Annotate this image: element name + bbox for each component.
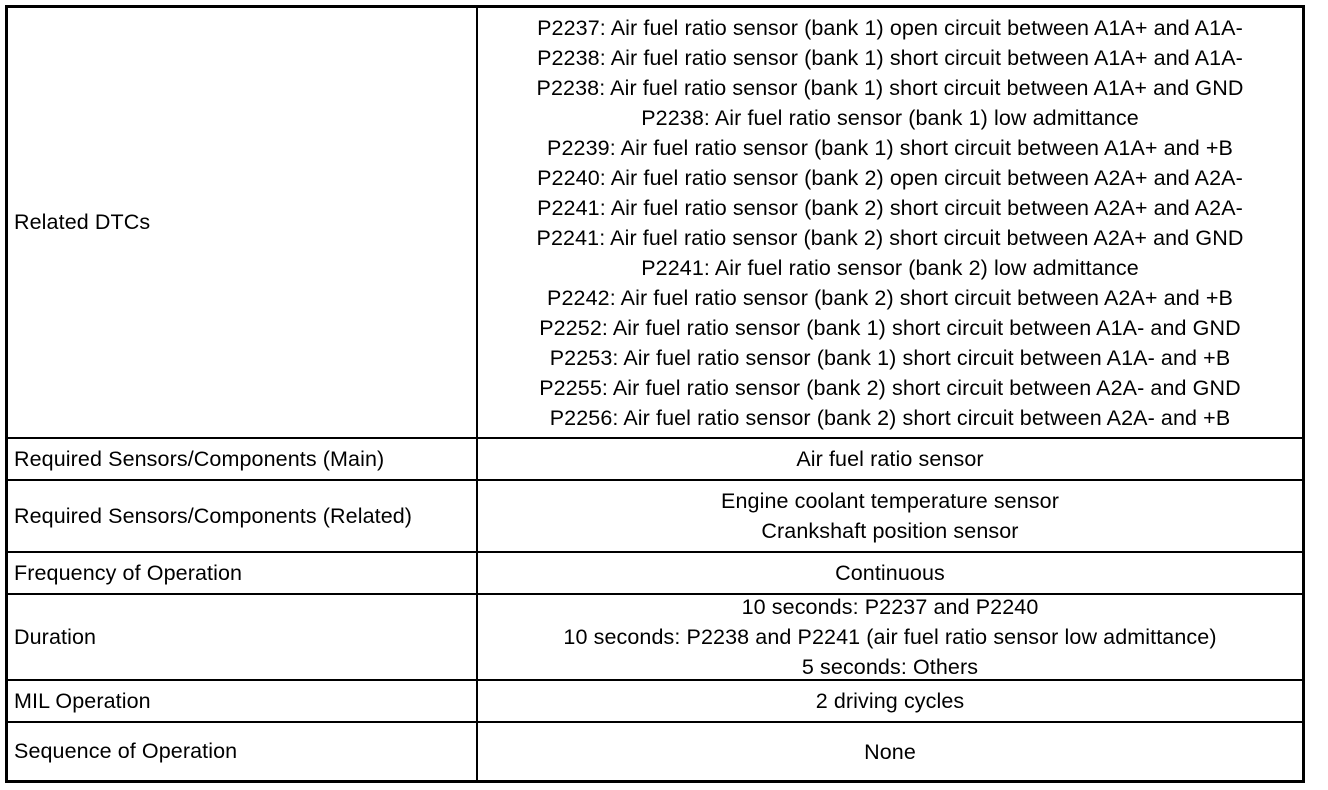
row-label-text: Duration — [14, 624, 97, 649]
dtc-line: P2252: Air fuel ratio sensor (bank 1) short circuit between A1A- and GND — [539, 315, 1241, 340]
row-label-text: Sequence of Operation — [14, 739, 238, 763]
value-line: Crankshaft position sensor — [761, 519, 1019, 543]
value-line: 2 driving cycles — [815, 689, 965, 713]
row-label-text: Required Sensors/Components (Main) — [14, 446, 385, 471]
dtc-line: P2238: Air fuel ratio sensor (bank 1) short circuit between A1A+ and A1A- — [537, 45, 1243, 70]
dtc-line: P2238: Air fuel ratio sensor (bank 1) low admittance — [641, 105, 1139, 130]
monitor-spec-table — [5, 5, 1305, 783]
row-value-frequency — [478, 553, 1302, 595]
dtc-line: P2241: Air fuel ratio sensor (bank 2) short circuit between A2A+ and GND — [536, 225, 1244, 250]
dtc-line: P2242: Air fuel ratio sensor (bank 2) short circuit between A2A+ and +B — [547, 285, 1233, 310]
value-line: Air fuel ratio sensor — [796, 447, 984, 471]
row-label-sequence — [8, 723, 478, 780]
value-line: None — [864, 739, 916, 764]
dtc-line: P2240: Air fuel ratio sensor (bank 2) open circuit between A2A+ and A2A- — [537, 165, 1243, 190]
dtc-line: P2255: Air fuel ratio sensor (bank 2) short circuit between A2A- and GND — [539, 375, 1241, 400]
dtc-line: P2238: Air fuel ratio sensor (bank 1) short circuit between A1A+ and GND — [536, 75, 1244, 100]
row-label-text: Required Sensors/Components (Related) — [14, 503, 413, 528]
dtc-line: P2239: Air fuel ratio sensor (bank 1) short circuit between A1A+ and +B — [547, 135, 1233, 160]
value-line: Engine coolant temperature sensor — [721, 489, 1059, 513]
row-value-mil-operation — [478, 681, 1302, 723]
row-label-related-dtcs — [8, 8, 478, 439]
row-value-related-dtcs — [478, 8, 1302, 439]
row-label-frequency — [8, 553, 478, 595]
value-line: 5 seconds: Others — [801, 655, 979, 679]
row-label-text: Frequency of Operation — [14, 560, 243, 585]
dtc-line: P2241: Air fuel ratio sensor (bank 2) low admittance — [641, 255, 1139, 280]
row-value-required-related — [478, 481, 1302, 553]
value-line: Continuous — [835, 561, 945, 585]
row-value-sequence — [478, 723, 1302, 780]
row-label-text: Related DTCs — [14, 210, 151, 234]
dtc-line: P2241: Air fuel ratio sensor (bank 2) short circuit between A2A+ and A2A- — [537, 195, 1243, 220]
dtc-line: P2256: Air fuel ratio sensor (bank 2) short circuit between A2A- and +B — [549, 405, 1231, 430]
dtc-line: P2237: Air fuel ratio sensor (bank 1) open circuit between A1A+ and A1A- — [537, 15, 1243, 40]
row-value-required-main — [478, 439, 1302, 481]
row-label-required-related — [8, 481, 478, 553]
row-label-text: MIL Operation — [14, 688, 151, 713]
row-label-required-main — [8, 439, 478, 481]
value-line: 10 seconds: P2238 and P2241 (air fuel ratio sensor low admittance) — [563, 625, 1217, 649]
dtc-line: P2253: Air fuel ratio sensor (bank 1) short circuit between A1A- and +B — [549, 345, 1231, 370]
value-line: 10 seconds: P2237 and P2240 — [741, 595, 1039, 619]
row-label-duration — [8, 595, 478, 681]
row-value-duration — [478, 595, 1302, 681]
row-label-mil-operation — [8, 681, 478, 723]
